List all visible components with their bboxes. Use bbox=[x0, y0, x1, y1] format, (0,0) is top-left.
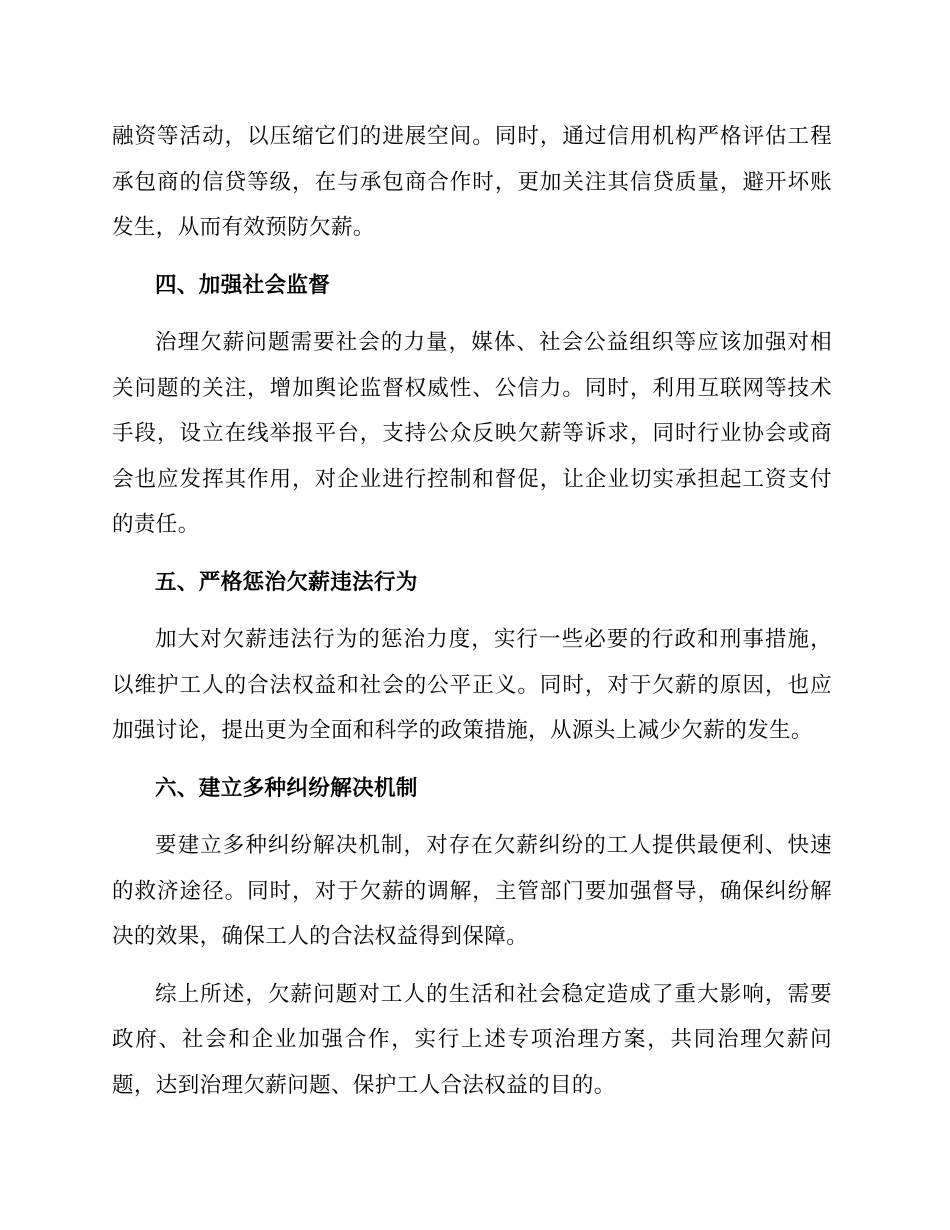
paragraph-punishment: 加大对欠薪违法行为的惩治力度，实行一些必要的行政和刑事措施，以维护工人的合法权益和社会的公平正义。同时，对于欠薪的原因，也应加强讨论，提出更为全面和科学的政策措施，从源头上减少欠薪的发生。 bbox=[112, 627, 832, 743]
section-heading-punishment: 五、严格惩治欠薪违法行为 bbox=[155, 569, 418, 595]
paragraph-dispute-resolution: 要建立多种纠纷解决机制，对存在欠薪纠纷的工人提供最便利、快速的救济途径。同时，对于欠薪的调解，主管部门要加强督导，确保纠纷解决的效果，确保工人的合法权益得到保障。 bbox=[112, 833, 832, 949]
document-body bbox=[112, 114, 832, 1108]
paragraph-social-supervision: 治理欠薪问题需要社会的力量，媒体、社会公益组织等应该加强对相关问题的关注，增加舆论监督权威性、公信力。同时，利用互联网等技术手段，设立在线举报平台，支持公众反映欠薪等诉求，同时行业协会或商会也应发挥其作用，对企业进行控制和督促，让企业切实承担起工资支付的责任。 bbox=[112, 330, 832, 537]
section-heading-dispute-resolution: 六、建立多种纠纷解决机制 bbox=[155, 775, 418, 801]
paragraph-credit-assessment: 融资等活动，以压缩它们的进展空间。同时，通过信用机构严格评估工程承包商的信贷等级，在与承包商合作时，更加关注其信贷质量，避开坏账发生，从而有效预防欠薪。 bbox=[112, 124, 832, 240]
section-heading-social-supervision: 四、加强社会监督 bbox=[155, 272, 331, 298]
paragraph-conclusion: 综上所述，欠薪问题对工人的生活和社会稳定造成了重大影响，需要政府、社会和企业加强合作，实行上述专项治理方案，共同治理欠薪问题，达到治理欠薪问题、保护工人合法权益的目的。 bbox=[112, 981, 832, 1098]
